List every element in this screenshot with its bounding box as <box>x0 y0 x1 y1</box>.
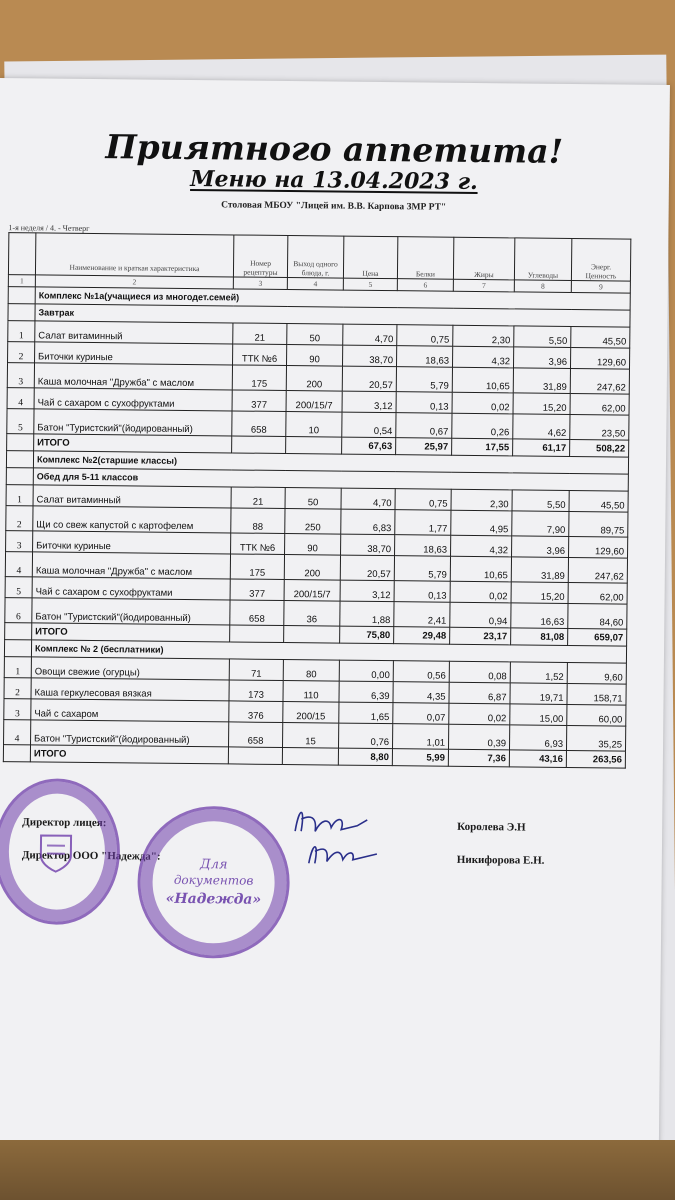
price-cell: 20,57 <box>340 555 394 581</box>
price-cell: 6,83 <box>341 509 395 535</box>
price-cell: 6,39 <box>339 681 393 703</box>
energy-cell: 158,71 <box>567 683 626 705</box>
empty-cell <box>230 625 284 643</box>
energy-cell: 89,75 <box>569 511 628 537</box>
energy-cell: 62,00 <box>568 582 627 604</box>
dish-name: Каша геркулесовая вязкая <box>31 678 229 701</box>
protein-cell: 0,07 <box>393 703 449 725</box>
portion-output: 250 <box>285 509 341 535</box>
fat-cell: 0,39 <box>448 724 509 750</box>
dish-name: Чай с сахаром <box>31 699 229 722</box>
fat-cell: 0,02 <box>452 392 513 414</box>
director-company-name: Никифорова Е.Н. <box>456 853 545 867</box>
dish-name: Каша молочная "Дружба" с маслом <box>34 363 232 390</box>
dish-name: Биточки куриные <box>35 342 233 365</box>
portion-output: 200 <box>284 555 340 581</box>
row-number: 4 <box>5 552 32 577</box>
carbs-cell: 7,90 <box>512 511 569 537</box>
recipe-number: 21 <box>231 487 285 509</box>
row-number: 3 <box>4 699 31 720</box>
recipe-number: 377 <box>230 579 284 601</box>
carbs-cell: 19,71 <box>510 683 567 705</box>
row-number: 1 <box>8 321 35 342</box>
fat-cell: 4,32 <box>451 535 512 557</box>
protein-cell: 5,79 <box>396 367 452 393</box>
director-company-label: Директор ООО "Надежда": <box>21 849 161 863</box>
total-price: 75,80 <box>340 626 394 644</box>
company-stamp <box>137 805 291 959</box>
section-label: Завтрак <box>35 304 630 327</box>
portion-output: 200/15/7 <box>286 391 342 413</box>
empty-cell <box>232 436 286 454</box>
fat-cell: 6,87 <box>449 682 510 704</box>
carbs-cell: 31,89 <box>511 557 568 583</box>
fat-cell: 10,65 <box>450 556 511 582</box>
price-cell: 1,88 <box>340 601 394 627</box>
energy-cell: 45,50 <box>571 326 630 348</box>
section-label: Обед для 5-11 классов <box>33 468 628 491</box>
recipe-number: 658 <box>229 722 283 748</box>
energy-cell: 62,00 <box>570 393 629 415</box>
stamp-text-1: Для <box>199 857 228 873</box>
col-number: 1 <box>8 275 35 287</box>
section-label: Комплекс №1а(учащиеся из многодет.семей) <box>35 287 630 310</box>
total-energy: 508,22 <box>570 439 629 457</box>
dish-name: Батон "Туристский"(йодированный) <box>31 720 229 747</box>
dish-name: Щи со свеж капустой с картофелем <box>33 506 231 533</box>
energy-cell: 84,60 <box>568 603 627 629</box>
price-cell: 4,70 <box>341 488 395 510</box>
col-number: 3 <box>233 277 287 290</box>
row-index-cell <box>6 468 33 485</box>
fat-cell: 0,02 <box>450 581 511 603</box>
energy-cell: 23,50 <box>570 414 629 440</box>
header-recipe: Номер рецептуры <box>233 235 287 278</box>
portion-output: 200/15 <box>283 701 339 723</box>
recipe-number: 376 <box>229 701 283 723</box>
col-number: 6 <box>397 279 453 292</box>
price-cell: 1,65 <box>339 702 393 724</box>
dish-name: Чай с сахаром с сухофруктами <box>32 577 230 600</box>
price-cell: 0,54 <box>342 412 396 438</box>
total-fat: 23,17 <box>450 627 511 645</box>
dish-name: Чай с сахаром с сухофруктами <box>34 388 232 411</box>
fat-cell: 2,30 <box>451 489 512 511</box>
total-protein: 5,99 <box>392 749 448 767</box>
section-label: Комплекс № 2 (бесплатники) <box>31 640 626 663</box>
menu-sheet <box>0 78 670 1155</box>
menu-table <box>3 232 632 768</box>
empty-cell <box>284 626 340 644</box>
header-price: Цена <box>343 236 397 279</box>
price-cell: 0,76 <box>339 723 393 749</box>
protein-cell: 1,01 <box>392 724 448 750</box>
page-title: Приятного аппетита! <box>105 127 564 171</box>
row-index-cell <box>3 745 30 762</box>
row-number: 2 <box>6 506 33 531</box>
row-number: 4 <box>7 388 34 409</box>
director-lyceum-name: Королева Э.Н <box>457 820 526 834</box>
row-index-cell <box>5 623 32 640</box>
col-number: 8 <box>514 280 571 293</box>
price-cell: 20,57 <box>342 366 396 392</box>
portion-output: 200 <box>286 366 342 392</box>
emblem-icon <box>37 831 75 873</box>
carbs-cell: 31,89 <box>513 368 570 394</box>
recipe-number: 175 <box>232 365 286 391</box>
director-lyceum-label: Директор лицея: <box>22 816 107 830</box>
row-number: 5 <box>7 409 34 434</box>
energy-cell: 60,00 <box>567 704 626 726</box>
row-number: 1 <box>4 657 31 678</box>
portion-output: 90 <box>285 534 341 556</box>
carbs-cell: 15,00 <box>510 704 567 726</box>
total-fat: 7,36 <box>448 749 509 767</box>
empty-cell <box>228 747 282 765</box>
recipe-number: 658 <box>230 600 284 626</box>
table-header-row <box>8 233 630 282</box>
dish-name: Салат витаминный <box>35 321 233 344</box>
row-index-cell <box>6 451 33 468</box>
header-carbs: Углеводы <box>514 238 571 281</box>
protein-cell: 0,13 <box>396 392 452 414</box>
energy-cell: 129,60 <box>569 536 628 558</box>
total-fat: 17,55 <box>452 438 513 456</box>
header-index <box>8 233 35 275</box>
carbs-cell: 4,62 <box>513 414 570 440</box>
row-number: 2 <box>4 678 31 699</box>
carbs-cell: 3,96 <box>512 536 569 558</box>
header-output: Выход одного блюда, г. <box>287 236 343 279</box>
dish-name: Батон "Туристский"(йодированный) <box>32 598 230 625</box>
portion-output: 15 <box>283 722 339 748</box>
protein-cell: 2,41 <box>394 602 450 628</box>
total-protein: 29,48 <box>394 627 450 645</box>
carbs-cell: 16,63 <box>511 603 568 629</box>
energy-cell: 35,25 <box>566 725 625 751</box>
price-cell: 3,12 <box>342 391 396 413</box>
empty-cell <box>282 747 338 765</box>
row-index-cell <box>4 640 31 657</box>
row-number: 4 <box>4 720 31 745</box>
header-energy: Энерг. Ценность <box>571 238 630 281</box>
row-number: 3 <box>7 363 34 388</box>
recipe-number: ТТК №6 <box>233 344 287 366</box>
row-number: 2 <box>8 342 35 363</box>
stamp-text-2: документов <box>173 872 254 888</box>
dish-name: Батон "Туристский"(йодированный) <box>34 409 232 436</box>
carbs-cell: 3,96 <box>513 347 570 369</box>
menu-date-title: Меню на 13.04.2023 г. <box>190 165 478 196</box>
school-stamp <box>0 778 121 925</box>
recipe-number: 173 <box>229 680 283 702</box>
row-number: 3 <box>6 531 33 552</box>
header-fat: Жиры <box>453 237 514 280</box>
carbs-cell: 6,93 <box>509 725 566 751</box>
col-number: 2 <box>35 275 233 289</box>
fat-cell: 0,08 <box>449 661 510 683</box>
recipe-number: ТТК №6 <box>231 533 285 555</box>
energy-cell: 9,60 <box>567 662 626 684</box>
row-index-cell <box>8 287 35 304</box>
price-cell: 0,00 <box>339 660 393 682</box>
portion-output: 50 <box>287 324 343 346</box>
energy-cell: 45,50 <box>569 490 628 512</box>
protein-cell: 5,79 <box>394 556 450 582</box>
total-carbs: 43,16 <box>509 750 566 768</box>
portion-output: 200/15/7 <box>284 580 340 602</box>
fat-cell: 4,32 <box>452 346 513 368</box>
col-number: 4 <box>287 278 343 291</box>
protein-cell: 1,77 <box>395 510 451 536</box>
total-energy: 659,07 <box>568 628 627 646</box>
energy-cell: 247,62 <box>570 368 629 394</box>
header-protein: Белки <box>397 237 453 280</box>
total-label: ИТОГО <box>30 745 228 764</box>
portion-output: 80 <box>283 659 339 681</box>
row-number: 6 <box>5 598 32 623</box>
price-cell: 38,70 <box>341 534 395 556</box>
total-price: 67,63 <box>342 437 396 455</box>
total-price: 8,80 <box>338 748 392 766</box>
price-cell: 38,70 <box>343 345 397 367</box>
energy-cell: 129,60 <box>570 347 629 369</box>
dish-name: Салат витаминный <box>33 485 231 508</box>
total-carbs: 81,08 <box>511 628 568 646</box>
row-index-cell <box>7 434 34 451</box>
fat-cell: 0,02 <box>449 703 510 725</box>
protein-cell: 0,67 <box>396 413 452 439</box>
protein-cell: 18,63 <box>396 346 452 368</box>
total-label: ИТОГО <box>32 623 230 642</box>
recipe-number: 88 <box>231 508 285 534</box>
recipe-number: 175 <box>230 554 284 580</box>
recipe-number: 377 <box>232 390 286 412</box>
carbs-cell: 5,50 <box>512 490 569 512</box>
carbs-cell: 1,52 <box>510 662 567 684</box>
total-label: ИТОГО <box>34 434 232 453</box>
col-number: 7 <box>453 279 514 292</box>
fat-cell: 10,65 <box>452 367 513 393</box>
fat-cell: 0,26 <box>452 413 513 439</box>
portion-output: 110 <box>283 680 339 702</box>
handwritten-signatures <box>287 801 398 872</box>
section-label: Комплекс №2(старшие классы) <box>33 451 628 474</box>
total-energy: 263,56 <box>566 750 625 768</box>
protein-cell: 18,63 <box>395 535 451 557</box>
price-cell: 3,12 <box>340 580 394 602</box>
protein-cell: 0,13 <box>394 581 450 603</box>
fat-cell: 2,30 <box>453 325 514 347</box>
fat-cell: 4,95 <box>451 510 512 536</box>
header-name: Наименование и краткая характеристика <box>35 233 233 277</box>
portion-output: 50 <box>285 488 341 510</box>
protein-cell: 0,75 <box>397 325 453 347</box>
carbs-cell: 15,20 <box>511 582 568 604</box>
week-day-label: 1-я неделя / 4. - Четверг <box>8 223 90 233</box>
carbs-cell: 15,20 <box>513 393 570 415</box>
protein-cell: 0,56 <box>393 661 449 683</box>
col-number: 5 <box>343 278 397 291</box>
fat-cell: 0,94 <box>450 602 511 628</box>
recipe-number: 658 <box>232 411 286 437</box>
canteen-name: Столовая МБОУ "Лицей им. В.В. Карпова ЗМР РТ" <box>221 200 447 213</box>
price-cell: 4,70 <box>343 324 397 346</box>
dish-name: Биточки куриные <box>33 531 231 554</box>
row-number: 1 <box>6 485 33 506</box>
stamp-text-3: «Надежда» <box>165 890 262 908</box>
portion-output: 36 <box>284 601 340 627</box>
row-number: 5 <box>5 577 32 598</box>
dish-name: Каша молочная "Дружба" с маслом <box>32 552 230 579</box>
dish-name: Овощи свежие (огурцы) <box>31 657 229 680</box>
desk-surface <box>0 1140 675 1200</box>
total-carbs: 61,17 <box>513 439 570 457</box>
empty-cell <box>286 437 342 455</box>
recipe-number: 71 <box>229 659 283 681</box>
total-protein: 25,97 <box>396 438 452 456</box>
col-number: 9 <box>571 280 630 293</box>
carbs-cell: 5,50 <box>514 326 571 348</box>
protein-cell: 0,75 <box>395 489 451 511</box>
portion-output: 90 <box>287 345 343 367</box>
row-index-cell <box>8 304 35 321</box>
portion-output: 10 <box>286 412 342 438</box>
energy-cell: 247,62 <box>568 557 627 583</box>
recipe-number: 21 <box>233 323 287 345</box>
protein-cell: 4,35 <box>393 682 449 704</box>
